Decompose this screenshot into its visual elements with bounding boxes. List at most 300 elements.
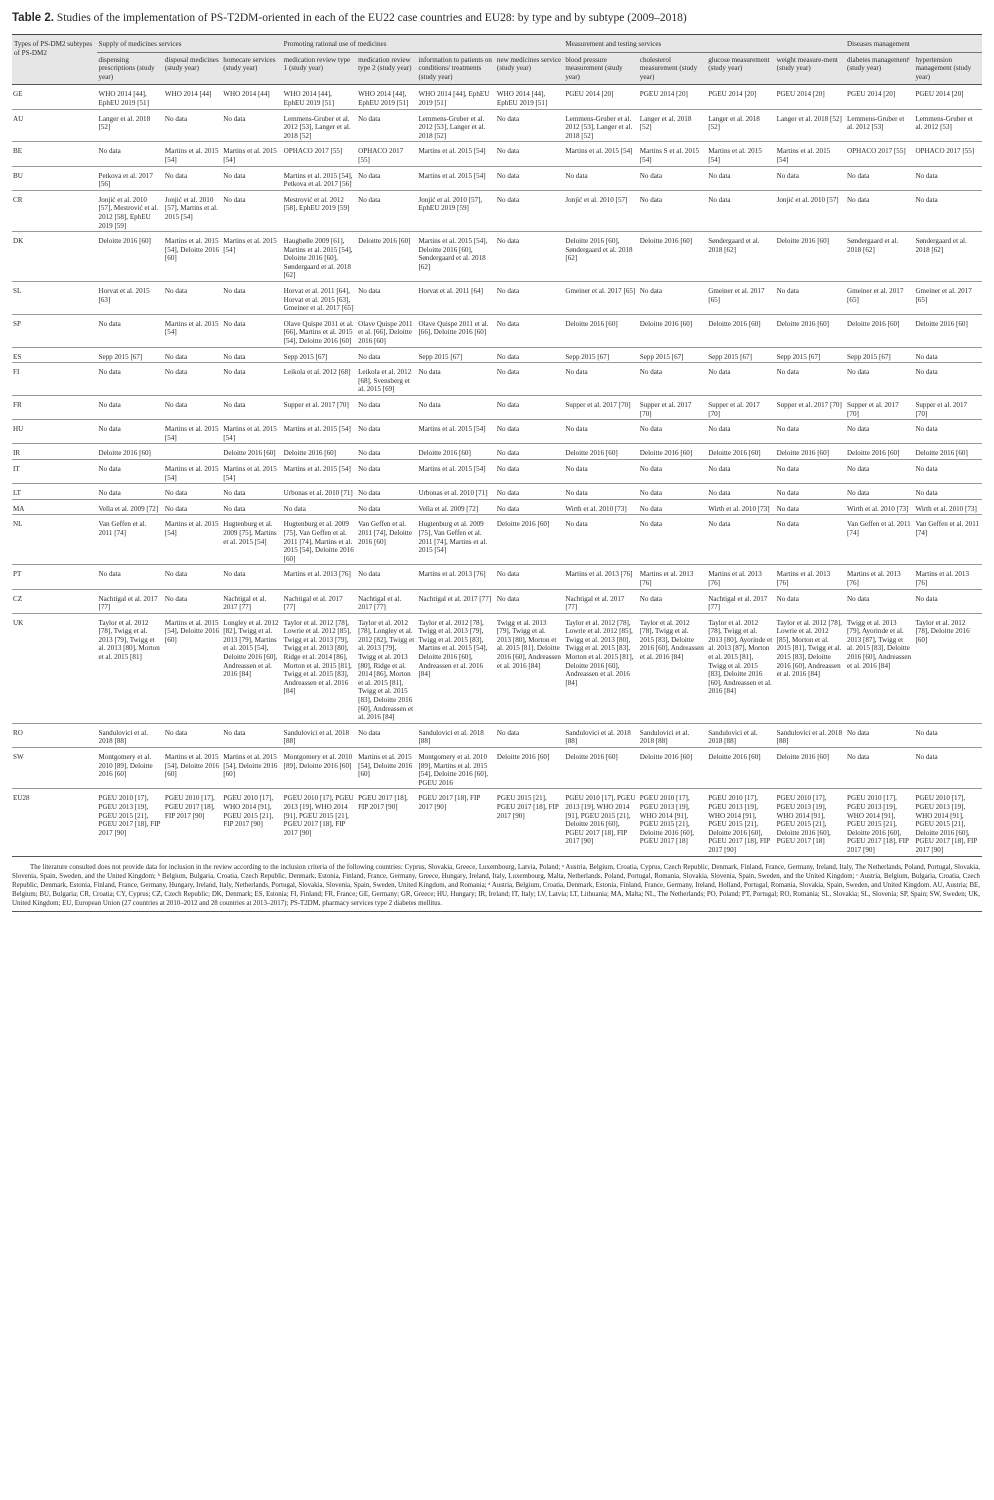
column-header: cholesterol measurement (study year)	[638, 52, 706, 85]
table-cell: Sepp 2015 [67]	[638, 347, 706, 363]
table-row	[12, 723, 982, 747]
column-header: dispensing prescriptions (study year)	[97, 52, 163, 85]
table-row	[12, 748, 982, 789]
bottom-rule	[12, 911, 982, 912]
table-cell: Deloitte 2016 [60]	[775, 314, 845, 347]
table-cell: Van Geffen et al. 2011 [74]	[97, 515, 163, 565]
row-header-label: Types of PS-DM2 subtypes of PS-DM2	[12, 35, 97, 85]
table-row	[12, 499, 982, 515]
table-cell: Urbonas et al. 2010 [71]	[282, 484, 356, 500]
column-header: diabetes managementᶠ (study year)	[845, 52, 913, 85]
table-cell: No data	[221, 314, 281, 347]
table-cell: Søndergaard et al. 2018 [62]	[845, 232, 913, 282]
table-cell: Deloitte 2016 [60]	[913, 444, 982, 460]
table-cell: Mestrović et al. 2012 [58], EphEU 2019 [59]	[282, 190, 356, 231]
table-cell: Longley et al. 2012 [82], Twigg et al. 2013 [79], Martins et al. 2015 [54], Deloitte 2016 [60], Andreassen et al. 2016 [84]	[221, 613, 281, 723]
column-header: glucose measurement (study year)	[706, 52, 774, 85]
table-row	[12, 363, 982, 396]
table-cell: Martins et al. 2015 [54]	[282, 420, 356, 444]
table-cell: PGEU 2014 [20]	[563, 85, 637, 109]
table-cell: No data	[706, 166, 774, 190]
table-cell: Martins et al. 2015 [54]	[416, 459, 494, 483]
table-cell: Gmeiner et al. 2017 [65]	[563, 282, 637, 315]
table-cell: Nachtigal et al. 2017 [77]	[416, 589, 494, 613]
table-cell: No data	[97, 363, 163, 396]
table-cell: No data	[221, 484, 281, 500]
table-cell: No data	[775, 499, 845, 515]
column-header: disposal medicines (study year)	[163, 52, 221, 85]
country-code: IR	[12, 444, 97, 460]
table-cell: PGEU 2010 [17], WHO 2014 [91], PGEU 2015 [21], FIP 2017 [90]	[221, 789, 281, 856]
table-cell: No data	[563, 420, 637, 444]
table-cell: Sandulovici et al. 2018 [88]	[416, 723, 494, 747]
table-cell: No data	[97, 484, 163, 500]
table-cell: No data	[97, 459, 163, 483]
table-cell: No data	[495, 166, 563, 190]
table-cell: WHO 2014 [44], EphEU 2019 [51]	[97, 85, 163, 109]
table-cell: Petkova et al. 2017 [56]	[97, 166, 163, 190]
table-cell: Hugtenburg et al. 2009 [75], Van Geffen et al. 2011 [74], Martins et al. 2015 [54]	[416, 515, 494, 565]
country-code: FI	[12, 363, 97, 396]
table-cell: Martins et al. 2013 [76]	[416, 565, 494, 589]
table-cell: Jonjić et al. 2010 [57], Mestrović et al. 2012 [58], EphEU 2019 [59]	[97, 190, 163, 231]
column-header: weight measure-ment (study year)	[775, 52, 845, 85]
group-header-disease-management: Diseases management	[845, 35, 982, 53]
table-cell: No data	[775, 459, 845, 483]
table-cell: PGEU 2010 [17], PGEU 2013 [19], PGEU 2015 [21], PGEU 2017 [18], FIP 2017 [90]	[97, 789, 163, 856]
table-cell: Taylor et al. 2012 [78], Twigg et al. 2013 [80], Ayorinde et al. 2013 [87], Morton et al. 2015 [81], Twigg et al. 2015 [83], Deloitte 2016 [60], Andreassen et al. 2016 [84]	[706, 613, 774, 723]
table-cell: No data	[845, 589, 913, 613]
table-cell: Olave Quispe 2011 et al. [66], Deloitte 2016 [60]	[356, 314, 416, 347]
table-cell: No data	[356, 282, 416, 315]
table-cell: Langer et al. 2018 [52]	[706, 109, 774, 142]
table-cell: Martins et al. 2015 [54], Deloitte 2016 [60]	[356, 748, 416, 789]
table-cell: No data	[638, 420, 706, 444]
table-cell: No data	[163, 363, 221, 396]
table-cell: WHO 2014 [44], EphEU 2019 [51]	[495, 85, 563, 109]
table-cell: OPHACO 2017 [55]	[356, 142, 416, 166]
table-cell: Gmeiner et al. 2017 [65]	[913, 282, 982, 315]
table-cell: No data	[97, 565, 163, 589]
table-cell: Lemmens-Gruber et al. 2012 [53], Langer et al. 2018 [52]	[416, 109, 494, 142]
table-cell: Sepp 2015 [67]	[706, 347, 774, 363]
country-code: DK	[12, 232, 97, 282]
table-cell: Deloitte 2016 [60]	[706, 314, 774, 347]
table-cell: Deloitte 2016 [60]	[845, 314, 913, 347]
group-header-row	[12, 35, 982, 53]
table-cell: No data	[356, 396, 416, 420]
table-cell: No data	[221, 396, 281, 420]
table-cell: WHO 2014 [44], EphEU 2019 [51]	[416, 85, 494, 109]
table-cell: Søndergaard et al. 2018 [62]	[706, 232, 774, 282]
table-cell: Taylor et al. 2012 [78], Longley et al. 2012 [82], Twigg et al. 2013 [79], Twigg et al. 2013 [80], Ridge et al. 2014 [86], Morton et al. 2015 [81], Twigg et al. 2015 [83], Deloitte 2016 [60], Andreassen et al. 2016 [84]	[356, 613, 416, 723]
table-cell: No data	[495, 723, 563, 747]
table-cell: PGEU 2014 [20]	[845, 85, 913, 109]
table-row	[12, 142, 982, 166]
table-cell: Deloitte 2016 [60]	[563, 748, 637, 789]
table-cell: No data	[163, 723, 221, 747]
table-cell: No data	[638, 190, 706, 231]
table-row	[12, 190, 982, 231]
group-header-rational-use: Promoting rational use of medicines	[282, 35, 564, 53]
table-cell: Martins et al. 2015 [54]	[563, 142, 637, 166]
table-cell: No data	[495, 109, 563, 142]
table-cell: No data	[706, 420, 774, 444]
table-cell: No data	[638, 484, 706, 500]
table-cell: No data	[356, 420, 416, 444]
table-cell: Sepp 2015 [67]	[416, 347, 494, 363]
table-cell: Taylor et al. 2012 [78], Twigg et al. 2015 [83], Deloitte 2016 [60], Andreassen et al. 2016 [84]	[638, 613, 706, 723]
table-cell: Jonjić et al. 2010 [57]	[775, 190, 845, 231]
table-cell: Deloitte 2016 [60]	[845, 444, 913, 460]
table-cell: Supper et al. 2017 [70]	[282, 396, 356, 420]
table-cell: No data	[221, 723, 281, 747]
table-cell: No data	[163, 396, 221, 420]
table-cell: No data	[221, 190, 281, 231]
table-cell: Martins S et al. 2015 [54]	[638, 142, 706, 166]
table-cell: Deloitte 2016 [60]	[221, 444, 281, 460]
column-header: new medicines service (study year)	[495, 52, 563, 85]
table-cell: Langer et al. 2018 [52]	[775, 109, 845, 142]
table-cell: No data	[638, 282, 706, 315]
table-cell: Twigg et al. 2013 [79], Ayorinde et al. 2013 [87], Twigg et al. 2015 [83], Deloitte 2016 [60], Andreassen et al. 2016 [84]	[845, 613, 913, 723]
group-header-supply: Supply of medicines services	[97, 35, 282, 53]
column-header-row	[12, 52, 982, 85]
table-cell: Martins et al. 2015 [54], Petkova et al. 2017 [56]	[282, 166, 356, 190]
table-footnote: The literature consulted does not provide data for inclusion in the review according to the inclusion criteria of the following countries: Cyprus, Slovakia, Greece, Luxembourg, Latvia, Poland; ᵃ Austria, Belgium, Croatia, Cyprus, Czech Republic, Denmark, Finland, France, Germany, Ireland, Italy, The Netherlands, Poland, Portugal, Slovakia, Slovenia, Spain, Sweden, and the United Kingdom; ᵇ Belgium, Bulgaria, Croatia, Czech Republic, Denmark, Estonia, Finland, France, Germany, Greece, Hungary, Ireland, Italy, Luxembourg, Malta, Netherlands, Poland, Portugal, Romania, Slovakia, Slovenia, Spain, Sweden, and the United Kingdom; ᶜ Austria, Belgium, Bulgaria, Croatia, Czech Republic, Denmark, Estonia, Finland, France, Germany, Hungary, Ireland, Italy, Netherlands, Portugal, Slovakia, Slovenia, Spain, Sweden, United Kingdom, and Romania; ᵈ Austria, Belgium, Croatia, Denmark, Estonia, Finland, France, Germany, Ireland, Holland, Portugal, Romania, Slovakia, Spain, Sweden, and United Kingdom. AU, Austria; BE, Belgium; BU, Bulgaria; CR, Croatia; CY, Cyprus; CZ, Czech Republic; DK, Denmark; ES, Estonia; FI, Finland; FR, France; GE, Germany; GR, Greece; HU, Hungary; IR, Ireland; IT, Italy; LV, Latvia; LT, Lithuania; MA, Malta; NL, The Netherlands; PO, Poland; PT, Portugal; RO, Romania; SL, Slovakia; SL, Slovenia; SP, Spain; SW, Sweden; UK, United Kingdom; EU, European Union (27 countries at 2010–2012 and 28 countries at 2013–2017); PS-T2DM, pharmacy services type 2 diabetes mellitus.	[12, 863, 980, 908]
table-cell: Martins et al. 2015 [54], Deloitte 2016 [60], Søndergaard et al. 2018 [62]	[416, 232, 494, 282]
table-row	[12, 396, 982, 420]
table-cell: Montgomery et al. 2010 [89], Deloitte 2016 [60]	[97, 748, 163, 789]
column-header: hypertension management (study year)	[913, 52, 982, 85]
table-cell: Nachtigal et al. 2017 [77]	[221, 589, 281, 613]
table-cell: Nachtigal et al. 2017 [77]	[282, 589, 356, 613]
table-row	[12, 109, 982, 142]
table-cell: Gmeiner et al. 2017 [65]	[706, 282, 774, 315]
table-cell: Wirth et al. 2010 [73]	[563, 499, 637, 515]
table-cell: No data	[706, 363, 774, 396]
table-cell: Lemmens-Gruber et al. 2012 [53]	[913, 109, 982, 142]
country-code: GE	[12, 85, 97, 109]
table-cell: Deloitte 2016 [60]	[638, 232, 706, 282]
table-cell: Deloitte 2016 [60]	[97, 232, 163, 282]
table-cell: No data	[356, 723, 416, 747]
table-row	[12, 589, 982, 613]
table-cell: PGEU 2015 [21], PGEU 2017 [18], FIP 2017 [90]	[495, 789, 563, 856]
table-cell	[163, 444, 221, 460]
table-cell: No data	[563, 515, 637, 565]
table-cell: No data	[97, 420, 163, 444]
table-cell: No data	[163, 484, 221, 500]
table-cell: No data	[495, 499, 563, 515]
table-cell: Martins et al. 2015 [54]	[221, 420, 281, 444]
table-cell: No data	[775, 166, 845, 190]
table-cell: No data	[775, 515, 845, 565]
table-cell: Deloitte 2016 [60]	[706, 444, 774, 460]
country-code: PT	[12, 565, 97, 589]
table-cell: Supper et al. 2017 [70]	[706, 396, 774, 420]
table-cell: Sepp 2015 [67]	[563, 347, 637, 363]
table-cell: No data	[221, 565, 281, 589]
table-cell: Martins et al. 2013 [76]	[845, 565, 913, 589]
table-cell: No data	[356, 484, 416, 500]
table-cell: No data	[356, 190, 416, 231]
table-cell: No data	[775, 363, 845, 396]
table-cell: No data	[221, 347, 281, 363]
table-cell: Wirth et al. 2010 [73]	[913, 499, 982, 515]
table-cell: Martins et al. 2015 [54]	[163, 515, 221, 565]
table-cell: Langer et al. 2018 [52]	[638, 109, 706, 142]
table-cell: Horvat et al. 2011 [64], Horvat et al. 2015 [63], Gmeiner et al. 2017 [65]	[282, 282, 356, 315]
table-row	[12, 789, 982, 856]
table-cell: No data	[706, 459, 774, 483]
table-cell: Martins et al. 2015 [54]	[416, 166, 494, 190]
table-cell: PGEU 2017 [18], FIP 2017 [90]	[416, 789, 494, 856]
table-cell: OPHACO 2017 [55]	[913, 142, 982, 166]
table-cell: WHO 2014 [44]	[163, 85, 221, 109]
table-cell: Deloitte 2016 [60]	[775, 232, 845, 282]
table-cell: Deloitte 2016 [60]	[775, 444, 845, 460]
table-row	[12, 282, 982, 315]
column-header: blood pressure measurement (study year)	[563, 52, 637, 85]
table-cell: PGEU 2010 [17], PGEU 2013 [19], WHO 2014 [91], PGEU 2015 [21], Deloitte 2016 [60], PGEU 2017 [18], FIP 2017 [90]	[845, 789, 913, 856]
table-cell: Sandulovici et al. 2018 [88]	[282, 723, 356, 747]
table-cell: No data	[495, 190, 563, 231]
table-cell: No data	[845, 459, 913, 483]
table-cell: Martins et al. 2015 [54]	[163, 314, 221, 347]
table-cell: Montgomery et al. 2010 [89], Martins et al. 2015 [54], Deloitte 2016 [60], PGEU 2016	[416, 748, 494, 789]
table-cell: Taylor et al. 2012 [78], Twigg et al. 2013 [79], Twigg et al. 2015 [83], Martins et al. 2015 [54], Deloitte 2016 [60], Andreassen et al. 2016 [84]	[416, 613, 494, 723]
table-cell: PGEU 2014 [20]	[913, 85, 982, 109]
table-cell: No data	[845, 484, 913, 500]
table-cell: No data	[563, 484, 637, 500]
country-code: CR	[12, 190, 97, 231]
table-cell: Deloitte 2016 [60]	[356, 232, 416, 282]
table-cell: Sandulovici et al. 2018 [88]	[97, 723, 163, 747]
table-cell: Jonjić et al. 2010 [57]	[563, 190, 637, 231]
table-cell: Taylor et al. 2012 [78], Lowrie et al. 2012 [85], Twigg et al. 2013 [79], Twigg et al. 2013 [80], Ridge et al. 2014 [86], Morton et al. 2015 [81], Twigg et al. 2015 [83], Andreassen et al. 2016 [84]	[282, 613, 356, 723]
table-cell: Martins et al. 2013 [76]	[282, 565, 356, 589]
table-cell: Sandulovici et al. 2018 [88]	[706, 723, 774, 747]
table-cell: No data	[163, 499, 221, 515]
table-cell: No data	[495, 347, 563, 363]
studies-table	[12, 34, 982, 857]
table-cell: Deloitte 2016 [60]	[282, 444, 356, 460]
table-cell: No data	[563, 459, 637, 483]
table-cell: Deloitte 2016 [60]	[416, 444, 494, 460]
table-cell: No data	[913, 589, 982, 613]
table-cell: Jonjić et al. 2010 [57], Martins et al. 2015 [54]	[163, 190, 221, 231]
table-cell: Sepp 2015 [67]	[775, 347, 845, 363]
table-cell: No data	[356, 444, 416, 460]
table-cell: No data	[638, 499, 706, 515]
table-cell: Lemmens-Gruber et al. 2012 [53], Langer et al. 2018 [52]	[282, 109, 356, 142]
table-cell: Haugbølle 2009 [61], Martins et al. 2015 [54], Deloitte 2016 [60], Søndergaard et al. 2018 [62]	[282, 232, 356, 282]
table-cell: Vella et al. 2009 [72]	[97, 499, 163, 515]
table-cell: Deloitte 2016 [60]	[638, 444, 706, 460]
country-code: LT	[12, 484, 97, 500]
table-cell: Twigg et al. 2013 [79], Twigg et al. 2013 [80], Morton et al. 2015 [81], Deloitte 2016 [60], Andreassen et al. 2016 [84]	[495, 613, 563, 723]
table-head	[12, 35, 982, 85]
table-cell: No data	[845, 748, 913, 789]
table-cell: Taylor et al. 2012 [78], Lowrie et al. 2012 [85], Twigg et al. 2013 [80], Twigg et al. 2015 [83], Morton et al. 2015 [81], Deloitte 2016 [60], Andreassen et al. 2016 [84]	[563, 613, 637, 723]
table-cell: Deloitte 2016 [60]	[775, 748, 845, 789]
table-cell: No data	[356, 459, 416, 483]
table-row	[12, 85, 982, 109]
table-cell: No data	[638, 589, 706, 613]
table-cell: No data	[221, 363, 281, 396]
table-cell: PGEU 2010 [17], PGEU 2017 [18], FIP 2017 [90]	[163, 789, 221, 856]
table-cell: Nachtigal et al. 2017 [77]	[563, 589, 637, 613]
table-cell: No data	[495, 589, 563, 613]
country-code: ES	[12, 347, 97, 363]
table-cell: Lemmens-Gruber et al. 2012 [53], Langer et al. 2018 [52]	[563, 109, 637, 142]
table-cell: Martins et al. 2015 [54]	[163, 459, 221, 483]
table-cell: PGEU 2010 [17], PGEU 2013 [19], WHO 2014 [91], PGEU 2015 [21], Deloitte 2016 [60], PGEU 2017 [18]	[775, 789, 845, 856]
column-header: medication review type 2 (study year)	[356, 52, 416, 85]
country-code: FR	[12, 396, 97, 420]
table-cell: Deloitte 2016 [60]	[563, 444, 637, 460]
table-cell: No data	[356, 499, 416, 515]
country-code: HU	[12, 420, 97, 444]
table-cell: No data	[495, 444, 563, 460]
country-code: RO	[12, 723, 97, 747]
country-code: UK	[12, 613, 97, 723]
table-cell: Sepp 2015 [67]	[282, 347, 356, 363]
table-body	[12, 85, 982, 856]
table-row	[12, 232, 982, 282]
table-cell: Martins et al. 2013 [76]	[913, 565, 982, 589]
table-cell: No data	[495, 363, 563, 396]
table-cell: No data	[913, 166, 982, 190]
table-cell: Martins et al. 2013 [76]	[775, 565, 845, 589]
table-cell: No data	[495, 420, 563, 444]
table-cell: Hugtenburg et al. 2009 [75], Van Geffen et al. 2011 [74], Martins et al. 2015 [54], Deloitte 2016 [60]	[282, 515, 356, 565]
table-cell: Gmeiner et al. 2017 [65]	[845, 282, 913, 315]
table-cell: No data	[495, 142, 563, 166]
table-cell: No data	[775, 484, 845, 500]
caption-text: Studies of the implementation of PS-T2DM-oriented in each of the EU22 case countries and EU28: by type and by subtype (2009–2018)	[56, 12, 687, 24]
table-row	[12, 515, 982, 565]
table-cell: No data	[97, 396, 163, 420]
table-cell: No data	[913, 190, 982, 231]
table-cell: Sandulovici et al. 2018 [88]	[638, 723, 706, 747]
table-cell: Martins et al. 2013 [76]	[563, 565, 637, 589]
table-cell: OPHACO 2017 [55]	[282, 142, 356, 166]
table-cell: Martins et al. 2015 [54]	[163, 142, 221, 166]
country-code: BU	[12, 166, 97, 190]
table-cell: Martins et al. 2015 [54]	[775, 142, 845, 166]
country-code: CZ	[12, 589, 97, 613]
country-code: MA	[12, 499, 97, 515]
table-cell: No data	[845, 420, 913, 444]
table-cell: Supper et al. 2017 [70]	[638, 396, 706, 420]
table-cell: No data	[282, 499, 356, 515]
table-row	[12, 459, 982, 483]
table-cell: Supper et al. 2017 [70]	[775, 396, 845, 420]
table-cell: Sepp 2015 [67]	[97, 347, 163, 363]
country-code: SL	[12, 282, 97, 315]
table-row	[12, 444, 982, 460]
table-cell: Deloitte 2016 [60]	[638, 314, 706, 347]
table-cell: Lemmens-Gruber et al. 2012 [53]	[845, 109, 913, 142]
table-cell: Leikola et al. 2012 [68]	[282, 363, 356, 396]
table-cell: Martins et al. 2015 [54]	[221, 232, 281, 282]
table-cell: PGEU 2014 [20]	[706, 85, 774, 109]
table-cell: Martins et al. 2015 [54], Deloitte 2016 [60]	[163, 232, 221, 282]
table-cell: Supper et al. 2017 [70]	[845, 396, 913, 420]
table-cell: No data	[845, 723, 913, 747]
table-cell: No data	[416, 396, 494, 420]
table-cell: No data	[97, 142, 163, 166]
table-row	[12, 565, 982, 589]
country-code: SW	[12, 748, 97, 789]
table-cell: No data	[495, 459, 563, 483]
table-cell: PGEU 2010 [17], PGEU 2013 [19], WHO 2014 [91], PGEU 2015 [21], PGEU 2017 [18], FIP 2017 [90]	[282, 789, 356, 856]
table-cell: Deloitte 2016 [60]	[706, 748, 774, 789]
table-cell: No data	[163, 589, 221, 613]
table-row	[12, 484, 982, 500]
table-cell: Martins et al. 2015 [54]	[221, 459, 281, 483]
table-cell: No data	[495, 314, 563, 347]
table-cell: Søndergaard et al. 2018 [62]	[913, 232, 982, 282]
table-cell: Deloitte 2016 [60]	[495, 748, 563, 789]
table-cell: No data	[638, 515, 706, 565]
caption-label: Table 2.	[12, 12, 54, 24]
table-row	[12, 166, 982, 190]
table-cell: No data	[356, 109, 416, 142]
table-cell: Langer et al. 2018 [52]	[97, 109, 163, 142]
table-cell: Sandulovici et al. 2018 [88]	[775, 723, 845, 747]
country-code: NL	[12, 515, 97, 565]
table-cell: Deloitte 2016 [60]	[495, 515, 563, 565]
table-cell: No data	[356, 347, 416, 363]
table-cell: No data	[495, 232, 563, 282]
table-cell: Montgomery et al. 2010 [89], Deloitte 2016 [60]	[282, 748, 356, 789]
table-cell: Hugtenburg et al. 2009 [75], Martins et al. 2015 [54]	[221, 515, 281, 565]
table-cell: No data	[706, 484, 774, 500]
table-cell: Martins et al. 2015 [54]	[416, 142, 494, 166]
table-cell: No data	[638, 166, 706, 190]
table-cell: Martins et al. 2013 [76]	[638, 565, 706, 589]
table-cell: Olave Quispe 2011 et al. [66], Martins et al. 2015 [54], Deloitte 2016 [60]	[282, 314, 356, 347]
table-cell: WHO 2014 [44], EphEU 2019 [51]	[356, 85, 416, 109]
table-cell: Van Geffen et al. 2011 [74], Deloitte 2016 [60]	[356, 515, 416, 565]
table-cell: PGEU 2014 [20]	[638, 85, 706, 109]
table-cell: Nachtigal et al. 2017 [77]	[706, 589, 774, 613]
table-cell: No data	[97, 314, 163, 347]
table-cell: Martins et al. 2013 [76]	[706, 565, 774, 589]
table-cell: Nachtigal et al. 2017 [77]	[356, 589, 416, 613]
table-cell: No data	[221, 282, 281, 315]
table-row	[12, 314, 982, 347]
table-cell: Supper et al. 2017 [70]	[563, 396, 637, 420]
table-cell: Taylor et al. 2012 [78], Lowrie et al. 2012 [85], Morton et al. 2015 [81], Twigg et al. 2015 [83], Deloitte 2016 [60], Andreassen et al. 2016 [84]	[775, 613, 845, 723]
table-cell: Martins et al. 2015 [54]	[163, 420, 221, 444]
country-code: SP	[12, 314, 97, 347]
table-cell: Martins et al. 2015 [54]	[221, 142, 281, 166]
table-cell: OPHACO 2017 [55]	[845, 142, 913, 166]
table-cell: No data	[163, 565, 221, 589]
table-cell: PGEU 2014 [20]	[775, 85, 845, 109]
table-cell: No data	[775, 420, 845, 444]
table-cell: PGEU 2010 [17], PGEU 2013 [19], WHO 2014 [91], PGEU 2015 [21], Deloitte 2016 [60], PGEU 2017 [18], FIP 2017 [90]	[706, 789, 774, 856]
table-cell: No data	[845, 166, 913, 190]
table-cell: No data	[221, 166, 281, 190]
table-cell: Deloitte 2016 [60], Søndergaard et al. 2018 [62]	[563, 232, 637, 282]
table-cell: Taylor et al. 2012 [78], Twigg et al. 2013 [79], Twigg et al. 2013 [80], Morton et al. 2015 [81]	[97, 613, 163, 723]
table-cell: Deloitte 2016 [60]	[97, 444, 163, 460]
